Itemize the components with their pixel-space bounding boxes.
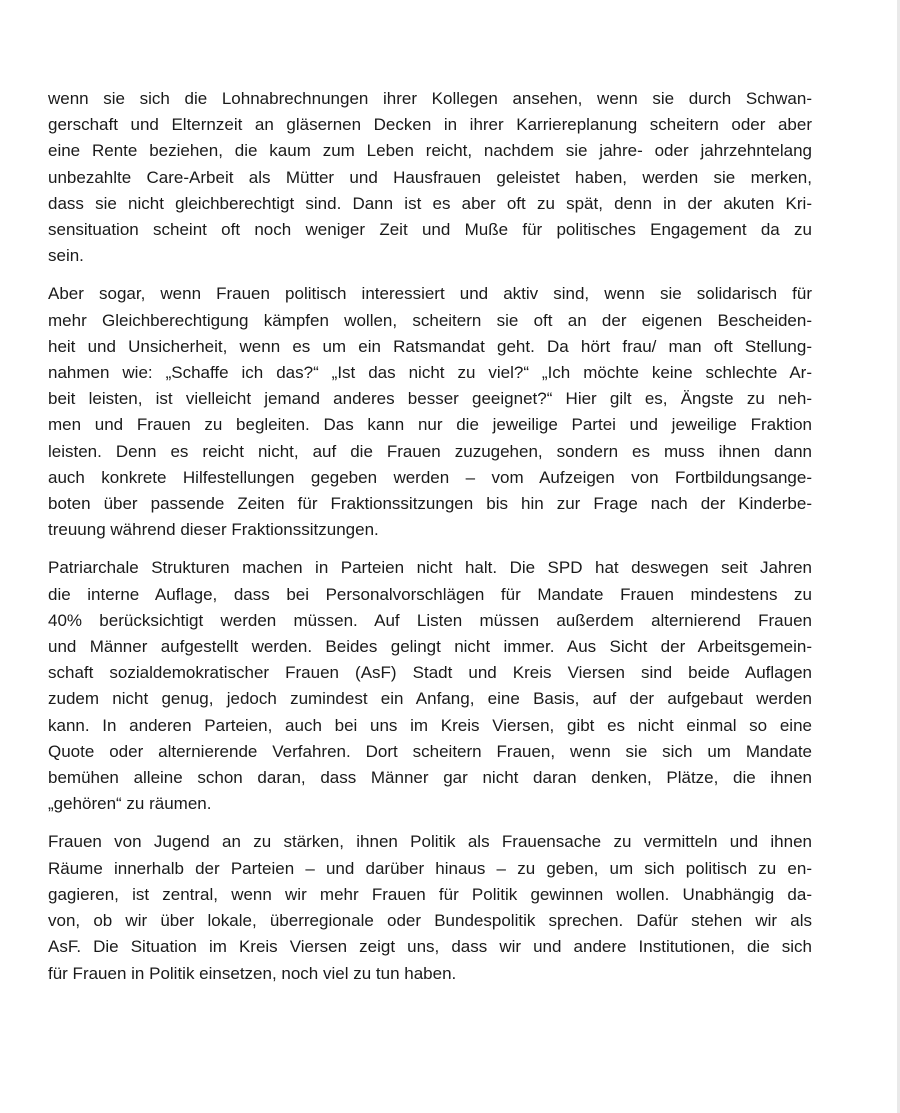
paragraph-line: unbezahlte Care-Arbeit als Mütter und Hausfrauen geleistet haben, werden sie merken, [48,167,812,187]
paragraph-line: eine Rente beziehen, die kaum zum Leben reicht, nachdem sie jahre- oder jahrzehntelang [48,141,812,161]
paragraph-line: 40% berücksichtigt werden müssen. Auf Listen müssen außerdem alternierend Frauen [48,610,812,630]
paragraph-line: beit leisten, ist vielleicht jemand anderes besser geeignet?“ Hier gilt es, Ängste zu neh- [48,389,812,409]
paragraph-line: nahmen wie: „Schaffe ich das?“ „Ist das nicht zu viel?“ „Ich möchte keine schlechte Ar- [48,363,812,383]
paragraph-line: Patriarchale Strukturen machen in Parteien nicht halt. Die SPD hat deswegen seit Jahren [48,558,812,578]
paragraph-line: Räume innerhalb der Parteien – und darüber hinaus – zu geben, um sich politisch zu en- [48,858,812,878]
body-text [48,86,812,999]
paragraph-line: für Frauen in Politik einsetzen, noch viel zu tun haben. [48,963,457,983]
paragraph-line: und Männer aufgestellt werden. Beides gelingt nicht immer. Aus Sicht der Arbeitsgemein- [48,637,812,657]
paragraph-line: gerschaft und Elternzeit an gläsernen Decken in ihrer Karriereplanung scheitern oder aber [48,115,812,135]
paragraph-line: Aber sogar, wenn Frauen politisch interessiert und aktiv sind, wenn sie solidarisch für [48,284,812,304]
paragraph-line: „gehören“ zu räumen. [48,794,212,814]
paragraph-line: kann. In anderen Parteien, auch bei uns im Kreis Viersen, gibt es nicht einmal so eine [48,715,812,735]
paragraph-line: Frauen von Jugend an zu stärken, ihnen Politik als Frauensache zu vermitteln und ihnen [48,832,812,852]
paragraph-line: schaft sozialdemokratischer Frauen (AsF) Stadt und Kreis Viersen sind beide Auflagen [48,663,812,683]
paragraph-line: dass sie nicht gleichberechtigt sind. Dann ist es aber oft zu spät, denn in der akuten Kri- [48,193,812,213]
paragraph-line: leisten. Denn es reicht nicht, auf die Frauen zuzugehen, sondern es muss ihnen dann [48,441,812,461]
paragraph-1 [48,86,812,269]
paragraph-line: men und Frauen zu begleiten. Das kann nur die jeweilige Partei und jeweilige Fraktion [48,415,812,435]
paragraph-2 [48,281,812,543]
paragraph-line: wenn sie sich die Lohnabrechnungen ihrer Kollegen ansehen, wenn sie durch Schwan- [48,89,812,108]
paragraph-line: AsF. Die Situation im Kreis Viersen zeigt uns, dass wir und andere Institutionen, die sich [48,937,812,957]
paragraph-line: sein. [48,246,84,266]
paragraph-line: von, ob wir über lokale, überregionale oder Bundespolitik sprechen. Dafür stehen wir als [48,911,812,931]
paragraph-line: gagieren, ist zentral, wenn wir mehr Frauen für Politik gewinnen wollen. Unabhängig da- [48,884,812,904]
paragraph-line: boten über passende Zeiten für Fraktionssitzungen bis hin zur Frage nach der Kinderbe- [48,494,812,514]
paragraph-3 [48,555,812,817]
paragraph-line: mehr Gleichberechtigung kämpfen wollen, scheitern sie oft an der eigenen Bescheiden- [48,310,812,330]
paragraph-line: sensituation scheint oft noch weniger Zeit und Muße für politisches Engagement da zu [48,220,812,240]
paragraph-line: heit und Unsicherheit, wenn es um ein Ratsmandat geht. Da hört frau/ man oft Stellung- [48,336,812,356]
paragraph-4 [48,829,812,986]
paragraph-line: die interne Auflage, dass bei Personalvorschlägen für Mandate Frauen mindestens zu [48,584,812,604]
paragraph-line: bemühen alleine schon daran, dass Männer gar nicht daran denken, Plätze, die ihnen [48,768,812,788]
paragraph-line: Quote oder alternierende Verfahren. Dort scheitern Frauen, wenn sie sich um Mandate [48,741,812,761]
paragraph-line: auch konkrete Hilfestellungen gegeben werden – vom Aufzeigen von Fortbildungsange- [48,467,812,487]
paragraph-line: treuung während dieser Fraktionssitzungen. [48,520,379,540]
paragraph-line: zudem nicht genug, jedoch zumindest ein Anfang, eine Basis, auf der aufgebaut werden [48,689,812,709]
